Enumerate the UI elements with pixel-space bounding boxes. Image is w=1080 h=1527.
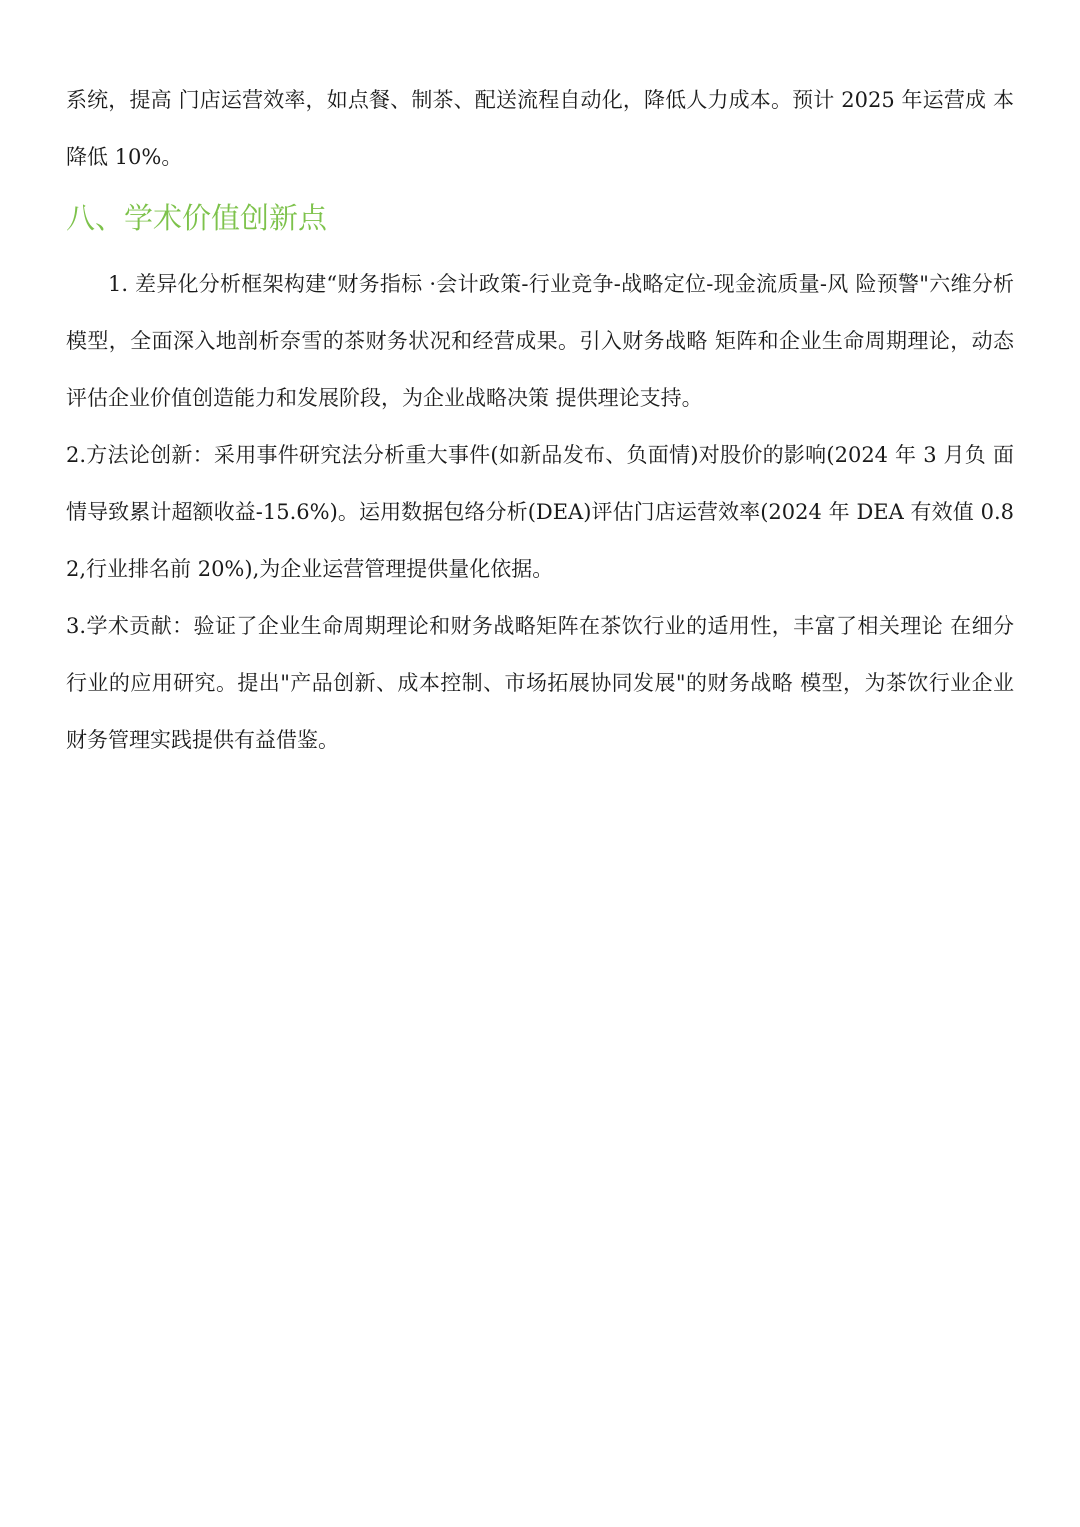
list-item-contribution: 3.学术贡献：验证了企业生命周期理论和财务战略矩阵在茶饮行业的适用性，丰富了相关理论 在细分行业的应用研究。提出"产品创新、成本控制、市场拓展协同发展"的财务战略 模型，为茶饮行业企业财务管理实践提供有益借鉴。 xyxy=(66,614,1014,752)
list-item-framework: 1. 差异化分析框架构建“财务指标 ·会计政策-行业竞争-战略定位-现金流质量-风 险预警"六维分析模型，全面深入地剖析奈雪的茶财务状况和经营成果。引入财务战略 矩阵和企业生命周期理论，动态评估企业价值创造能力和发展阶段，为企业战略决策 提供理论支持。 xyxy=(66,272,1014,410)
intro-paragraph: 系统，提高 门店运营效率，如点餐、制茶、配送流程自动化，降低人力成本。预计 2025 年运营成 本降低 10%。 xyxy=(66,88,1014,169)
section-heading: 八、学术价值创新点 xyxy=(66,201,328,235)
list-item-methodology: 2.方法论创新：采用事件研究法分析重大事件(如新品发布、负面情)对股价的影响(2024 年 3 月负 面情导致累计超额收益-15.6%)。运用数据包络分析(DEA)评估门店运营效率(2024 年 DEA 有效值 0.82,行业排名前 20%),为企业运营管理提供量化依据。 xyxy=(66,443,1014,581)
